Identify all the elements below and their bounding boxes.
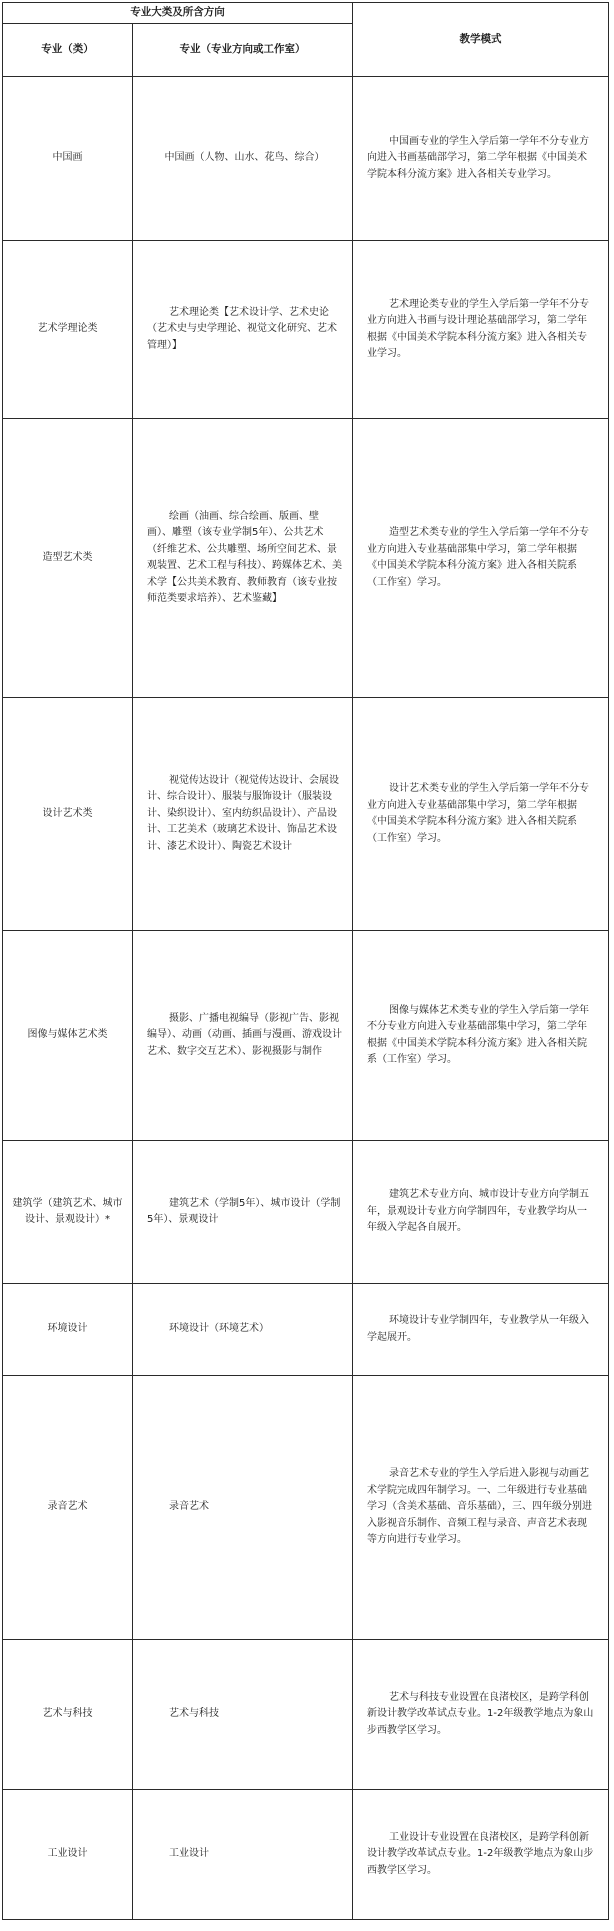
direction-text: 工业设计 (169, 1848, 209, 1860)
mode-cell (353, 1376, 609, 1640)
direction-cell (133, 1640, 353, 1790)
direction-text: 录音艺术 (169, 1501, 209, 1513)
mode-text: 录音艺术专业的学生入学后进入影视与动画艺术学院完成四年制学习。一、二年级进行专业基础学习（含美术基础、音乐基础），三、四年级分别进入影视音乐制作、音频工程与录音、声音艺术表现等方向进行专业学习。 (367, 1468, 592, 1546)
mode-cell (353, 419, 609, 698)
mode-text: 建筑艺术专业方向、城市设计专业方向学制五年，景观设计专业方向学制四年，专业教学均从一年级入学起各自展开。 (367, 1189, 589, 1234)
mode-text: 中国画专业的学生入学后第一学年不分专业方向进入书画基础部学习，第二学年根据《中国美术学院本科分流方案》进入各相关专业学习。 (367, 135, 589, 180)
group-header: 专业大类及所含方向 (3, 3, 353, 24)
table-row (3, 1284, 609, 1376)
mode-cell (353, 698, 609, 931)
table-row (3, 1141, 609, 1284)
table-row (3, 419, 609, 698)
category-cell: 造型艺术类 (3, 419, 133, 698)
direction-header: 专业（专业方向或工作室） (133, 24, 353, 77)
direction-text: 视觉传达设计（视觉传达设计、会展设计、综合设计）、服装与服饰设计（服装设计、染织设计）、室内纺织品设计）、产品设计、工艺美术（玻璃艺术设计、饰品艺术设计、漆艺术设计）、陶瓷艺术设计 (147, 774, 339, 852)
direction-text: 摄影、广播电视编导（影视广告、影视编导）、动画（动画、插画与漫画、游戏设计艺术、数字交互艺术）、影视摄影与制作 (147, 1012, 342, 1057)
category-cell: 建筑学（建筑艺术、城市设计、景观设计）* (3, 1141, 133, 1284)
direction-text: 艺术理论类【艺术设计学、艺术史论（艺术史与史学理论、视觉文化研究、艺术管理）】 (147, 306, 337, 351)
majors-table (2, 2, 609, 1920)
direction-text: 艺术与科技 (169, 1708, 219, 1720)
direction-cell (133, 1141, 353, 1284)
table-row (3, 241, 609, 419)
direction-cell (133, 931, 353, 1141)
mode-text: 艺术与科技专业设置在良渚校区，是跨学科创新设计教学改革试点专业。1-2年级教学地点为象山步西教学区学习。 (367, 1691, 594, 1736)
mode-cell (353, 1790, 609, 1920)
mode-text: 图像与媒体艺术类专业的学生入学后第一学年不分专业方向进入专业基础部集中学习，第二学年根据《中国美术学院本科分流方案》进入各相关院系（工作室）学习。 (367, 1004, 589, 1065)
direction-text: 绘画（油画、综合绘画、版画、壁画）、雕塑（该专业学制5年）、公共艺术（纤维艺术、公共雕塑、场所空间艺术、景观装置、艺术工程与科技）、跨媒体艺术、美术学【公共美术教育、教师教育（该专业按师范类要求培养）、艺术鉴藏】 (147, 510, 342, 604)
direction-cell (133, 241, 353, 419)
category-cell: 艺术与科技 (3, 1640, 133, 1790)
direction-cell (133, 1284, 353, 1376)
table-row (3, 1376, 609, 1640)
mode-text: 环境设计专业学制四年，专业教学从一年级入学起展开。 (367, 1315, 589, 1343)
category-cell: 录音艺术 (3, 1376, 133, 1640)
category-cell: 中国画 (3, 77, 133, 241)
mode-text: 设计艺术类专业的学生入学后第一学年不分专业方向进入专业基础部集中学习，第二学年根据《中国美术学院本科分流方案》进入各相关院系（工作室）学习。 (367, 783, 589, 844)
direction-cell (133, 419, 353, 698)
category-header: 专业（类） (3, 24, 133, 77)
table-row (3, 698, 609, 931)
category-cell: 环境设计 (3, 1284, 133, 1376)
table-row (3, 1790, 609, 1920)
mode-text: 工业设计专业设置在良渚校区，是跨学科创新设计教学改革试点专业。1-2年级教学地点为象山步西教学区学习。 (367, 1831, 594, 1876)
mode-cell (353, 1284, 609, 1376)
mode-text: 艺术理论类专业的学生入学后第一学年不分专业方向进入书画与设计理论基础部学习，第二学年根据《中国美术学院本科分流方案》进入各相关专业学习。 (367, 298, 589, 359)
mode-cell (353, 931, 609, 1141)
direction-cell (133, 1790, 353, 1920)
category-cell: 设计艺术类 (3, 698, 133, 931)
table-row (3, 931, 609, 1141)
mode-cell (353, 1141, 609, 1284)
table-row (3, 77, 609, 241)
direction-cell: 中国画（人物、山水、花鸟、综合） (133, 77, 353, 241)
category-cell: 图像与媒体艺术类 (3, 931, 133, 1141)
direction-text: 环境设计（环境艺术） (169, 1323, 269, 1335)
category-cell: 工业设计 (3, 1790, 133, 1920)
category-cell: 艺术学理论类 (3, 241, 133, 419)
mode-cell (353, 1640, 609, 1790)
mode-text: 造型艺术类专业的学生入学后第一学年不分专业方向进入专业基础部集中学习，第二学年根据《中国美术学院本科分流方案》进入各相关院系（工作室）学习。 (367, 527, 589, 588)
direction-cell (133, 698, 353, 931)
table-row (3, 1640, 609, 1790)
table-header-row (3, 3, 609, 24)
mode-cell (353, 241, 609, 419)
mode-header: 教学模式 (353, 3, 609, 77)
mode-cell (353, 77, 609, 241)
direction-text: 建筑艺术（学制5年）、城市设计（学制5年）、景观设计 (147, 1197, 341, 1225)
direction-cell (133, 1376, 353, 1640)
